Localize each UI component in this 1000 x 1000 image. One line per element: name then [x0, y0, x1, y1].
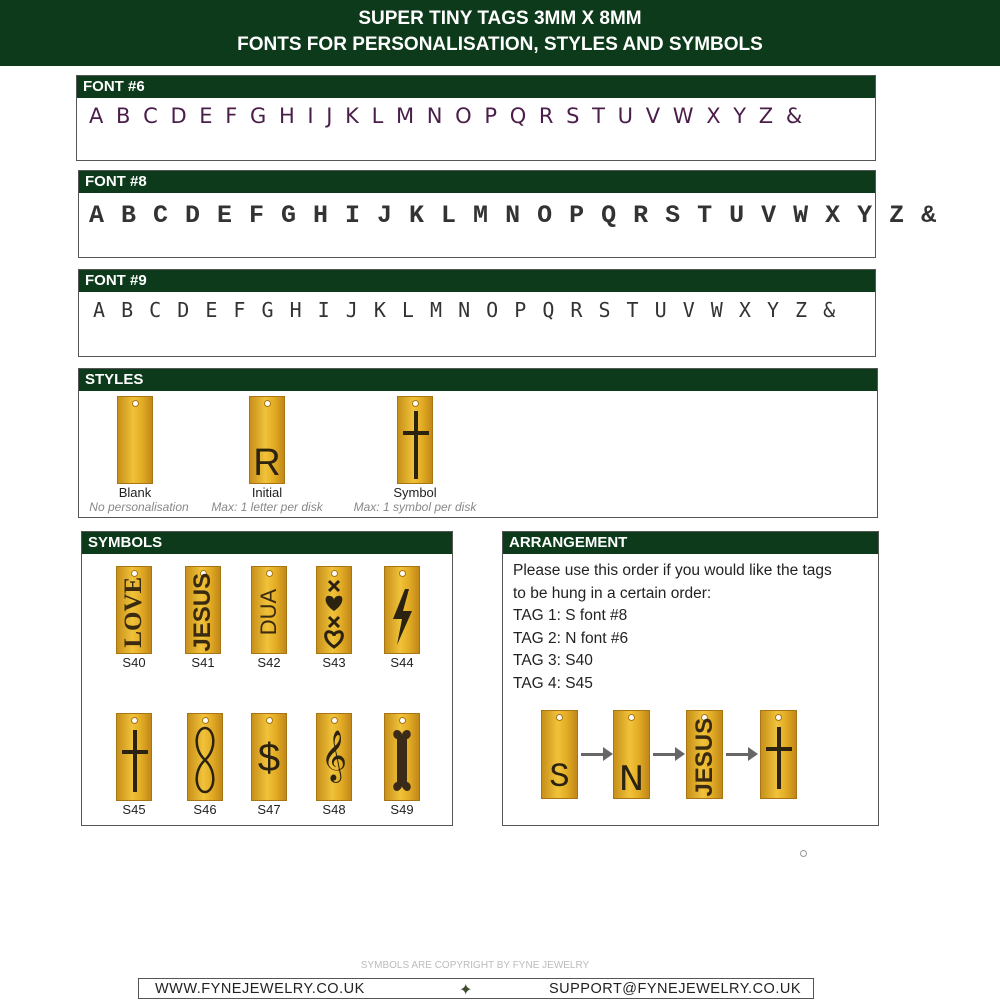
style-blank-note: No personalisation: [89, 500, 189, 514]
arrangement-tag-3: TAG 3: S40: [513, 652, 593, 669]
symbol-code-s48: S48: [322, 802, 346, 817]
symbol-code-s42: S42: [257, 655, 281, 670]
demo-tag-2-letter: N: [618, 759, 645, 799]
arrangement-intro-1: Please use this order if you would like the tags: [513, 562, 832, 579]
symbol-s47-tag: [251, 713, 287, 801]
love-text: LOVE: [120, 576, 147, 648]
styles-panel: [78, 368, 878, 518]
symbol-code-s43: S43: [322, 655, 346, 670]
dua-text: DUA: [256, 588, 281, 636]
demo-tag-3-text: JESUS: [690, 717, 718, 797]
arrow-icon: [726, 753, 752, 756]
hearts-icon: [317, 577, 351, 653]
arrangement-instructions: [513, 560, 832, 695]
bone-icon: [385, 722, 419, 798]
symbols-panel: [81, 531, 453, 826]
symbol-s45-tag: [116, 713, 152, 801]
blank-tag: [117, 396, 153, 484]
symbol-tag: [397, 396, 433, 484]
symbols-title: SYMBOLS: [82, 532, 452, 554]
font-8-title: FONT #8: [79, 171, 875, 193]
initial-tag: [249, 396, 285, 484]
font-9-sample: A B C D E F G H I J K L M N O P Q R S T U V W X Y Z &: [93, 298, 838, 322]
symbol-code-s45: S45: [122, 802, 146, 817]
symbol-code-s40: S40: [122, 655, 146, 670]
symbol-code-s46: S46: [193, 802, 217, 817]
symbol-s42-tag: [251, 566, 287, 654]
header-line-2: FONTS FOR PERSONALISATION, STYLES AND SYMBOLS: [237, 34, 763, 55]
styles-title: STYLES: [79, 369, 877, 391]
arrow-icon: [653, 753, 679, 756]
symbol-s49-tag: [384, 713, 420, 801]
page-header: [0, 0, 1000, 66]
symbol-s40-tag: [116, 566, 152, 654]
dollar-symbol: $: [257, 736, 281, 780]
footer-bar: [138, 978, 814, 999]
arrangement-tag-4: TAG 4: S45: [513, 674, 593, 692]
copyright-notice: SYMBOLS ARE COPYRIGHT BY FYNE JEWELRY: [360, 960, 590, 971]
support-email-link[interactable]: SUPPORT@FYNEJEWELRY.CO.UK: [548, 981, 801, 997]
treble-clef-symbol: 𝄞: [320, 730, 347, 781]
jesus-text: JESUS: [189, 572, 216, 652]
font-9-panel: [78, 269, 876, 357]
demo-tag-2: [613, 710, 650, 799]
symbol-s44-tag: [384, 566, 420, 654]
style-symbol-label: Symbol: [393, 485, 437, 500]
font-8-panel: [78, 170, 938, 258]
arrangement-title: ARRANGEMENT: [503, 532, 878, 554]
symbol-s43-tag: [316, 566, 352, 654]
font-6-panel: [76, 75, 876, 161]
arrow-icon: [581, 753, 607, 756]
star-icon: ✦: [459, 982, 473, 999]
lightning-icon: [385, 587, 419, 647]
style-initial-note: Max: 1 letter per disk: [211, 500, 323, 514]
demo-tag-1: [541, 710, 578, 799]
demo-tag-4: [760, 710, 797, 799]
symbol-code-s41: S41: [191, 655, 215, 670]
demo-tag-1-letter: S: [549, 759, 570, 797]
demo-tag-3: [686, 710, 723, 799]
header-line-1: SUPER TINY TAGS 3MM X 8MM: [358, 8, 642, 29]
arrangement-panel: [502, 531, 879, 826]
initial-letter: R: [253, 442, 281, 484]
website-link[interactable]: WWW.FYNEJEWELRY.CO.UK: [155, 981, 365, 997]
style-blank-label: Blank: [118, 485, 152, 500]
font-6-title: FONT #6: [77, 76, 875, 98]
arrangement-tag-2: TAG 2: N font #6: [513, 629, 629, 647]
font-6-sample: A B C D E F G H I J K L M N O P Q R S T U V W X Y Z &: [89, 104, 806, 128]
symbol-s48-tag: [316, 713, 352, 801]
infinity-icon: [188, 722, 222, 798]
arrangement-intro-2: to be hung in a certain order:: [513, 584, 712, 602]
symbol-code-s44: S44: [390, 655, 414, 670]
font-8-sample: A B C D E F G H I J K L M N O P Q R S T U V W X Y Z &: [89, 201, 938, 230]
symbol-s46-tag: [187, 713, 223, 801]
symbol-code-s47: S47: [257, 802, 281, 817]
style-symbol-note: Max: 1 symbol per disk: [353, 500, 477, 514]
font-9-title: FONT #9: [79, 270, 875, 292]
symbol-s41-tag: [185, 566, 221, 654]
style-initial-label: Initial: [251, 485, 283, 500]
arrangement-tag-1: TAG 1: S font #8: [513, 607, 628, 624]
symbol-code-s49: S49: [390, 802, 414, 817]
decorative-dot: [800, 850, 807, 857]
